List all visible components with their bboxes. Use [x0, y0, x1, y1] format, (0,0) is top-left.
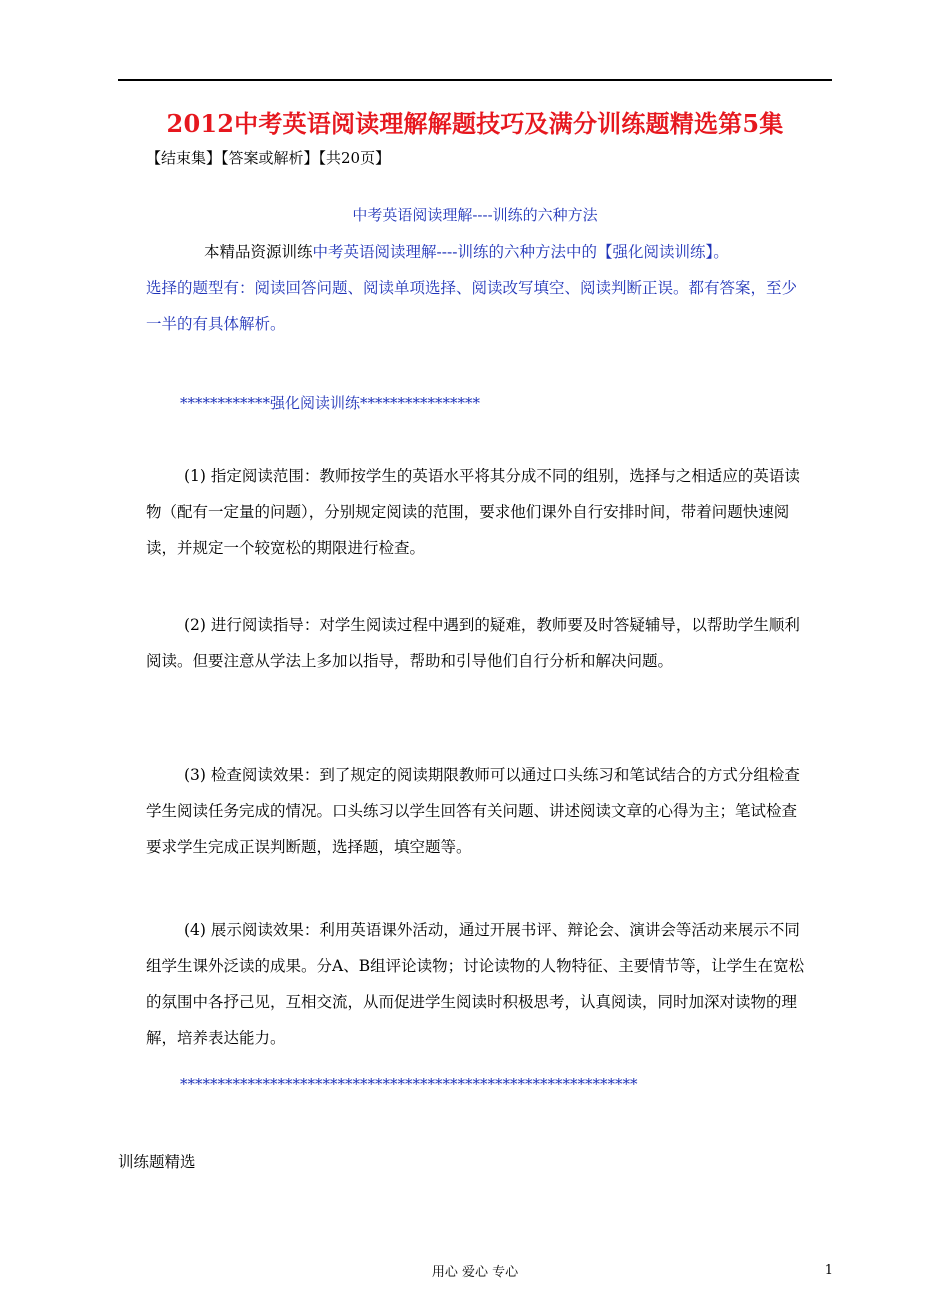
- page-number: 1: [824, 1263, 833, 1278]
- intro-highlight: 中考英语阅读理解----训练的六种方法中的【强化阅读训练】。: [312, 243, 729, 261]
- page-footer: 用心 爱心 专心: [431, 1265, 519, 1280]
- method-item-text: (4) 展示阅读效果：利用英语课外活动，通过开展书评、辩论会、演讲会等活动来展示不同组学生课外泛读的成果。分A、B组评论读物；讨论读物的人物特征、主要情节等，让学生在宽松的氛围中各抒己见，互相交流，从而促进学生阅读时积极思考，认真阅读，同时加深对读物的理解，培养表达能力。: [146, 921, 805, 1047]
- method-item-4: [146, 912, 806, 1056]
- intro-prefix: 本精品资源训练: [204, 243, 313, 261]
- document-title: 2012中考英语阅读理解解题技巧及满分训练题精选第5集: [166, 109, 784, 138]
- stars-heading: ************强化阅读训练****************: [180, 394, 481, 412]
- method-item-text: (3) 检查阅读效果：到了规定的阅读期限教师可以通过口头练习和笔试结合的方式分组检查学生阅读任务完成的情况。口头练习以学生回答有关问题、讲述阅读文章的心得为主；笔试检查要求学生完成正误判断题，选择题，填空题等。: [146, 766, 800, 856]
- method-item-text: (1) 指定阅读范围：教师按学生的英语水平将其分成不同的组别，选择与之相适应的英语读物（配有一定量的问题），分别规定阅读的范围，要求他们课外自行安排时间，带着问题快速阅读，并规定一个较宽松的期限进行检查。: [146, 467, 800, 557]
- method-item-2: [146, 607, 806, 679]
- section-heading: 训练题精选: [118, 1153, 196, 1171]
- method-item-1: [146, 458, 806, 566]
- method-item-3: [146, 757, 806, 865]
- stars-divider: *************************************************************: [180, 1075, 638, 1093]
- document-meta: 【结束集】【答案或解析】【共20页】: [146, 149, 391, 167]
- intro-paragraph: [146, 234, 806, 342]
- intro-rest: 选择的题型有：阅读回答问题、阅读单项选择、阅读改写填空、阅读判断正误。都有答案，至少一半的有具体解析。: [146, 279, 798, 333]
- method-item-text: (2) 进行阅读指导：对学生阅读过程中遇到的疑难，教师要及时答疑辅导，以帮助学生顺利阅读。但要注意从学法上多加以指导，帮助和引导他们自行分析和解决问题。: [146, 616, 800, 670]
- section-subtitle: 中考英语阅读理解----训练的六种方法: [352, 206, 598, 224]
- header-rule: [118, 79, 832, 81]
